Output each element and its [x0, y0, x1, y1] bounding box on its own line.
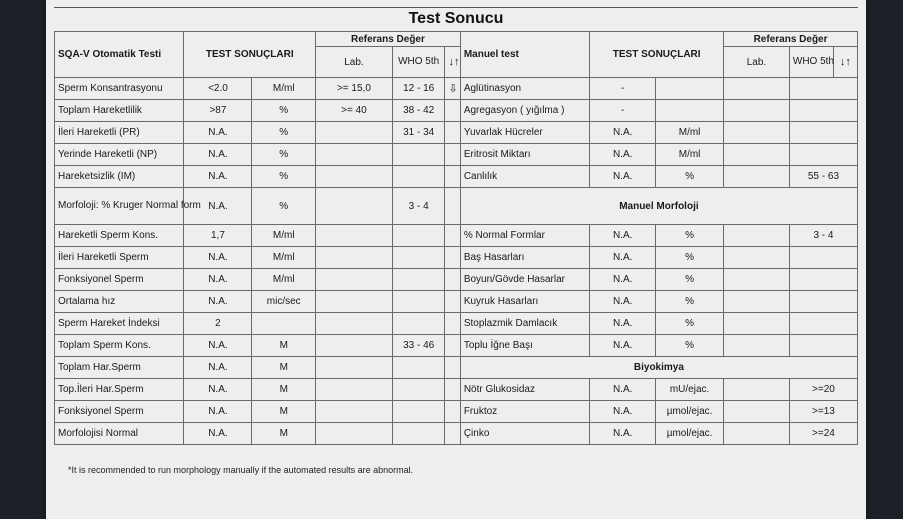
right-test-value: N.A. — [590, 225, 656, 247]
left-who-ref — [392, 144, 445, 166]
right-test-value: N.A. — [590, 269, 656, 291]
left-who-ref — [392, 313, 445, 335]
left-test-value: 1,7 — [184, 225, 252, 247]
header-left-lab: Lab. — [316, 47, 393, 78]
results-table — [54, 31, 858, 445]
header-left-test: SQA-V Otomatik Testi — [55, 32, 184, 78]
right-test-unit: µmol/ejac. — [656, 423, 724, 445]
left-who-ref: 38 - 42 — [392, 100, 445, 122]
right-lab-ref — [724, 144, 790, 166]
right-lab-ref — [724, 122, 790, 144]
left-lab-ref — [316, 225, 393, 247]
left-test-unit: M — [252, 423, 316, 445]
right-test-value: - — [590, 78, 656, 100]
left-flag-icon: ⇩ — [445, 78, 460, 100]
left-test-unit: M — [252, 357, 316, 379]
right-test-value: N.A. — [590, 247, 656, 269]
right-test-name: Aglütinasyon — [460, 78, 589, 100]
right-who-ref: >=20 — [789, 379, 857, 401]
left-who-ref: 3 - 4 — [392, 188, 445, 225]
left-test-value: N.A. — [184, 166, 252, 188]
left-test-value: <2.0 — [184, 78, 252, 100]
right-lab-ref — [724, 423, 790, 445]
right-who-ref: 55 - 63 — [789, 166, 857, 188]
right-test-name: Agregasyon ( yığılma ) — [460, 100, 589, 122]
left-test-name: Morfolojisi Normal — [55, 423, 184, 445]
right-test-value: N.A. — [590, 122, 656, 144]
right-test-value: N.A. — [590, 291, 656, 313]
left-test-unit: M — [252, 379, 316, 401]
right-lab-ref — [724, 100, 790, 122]
right-test-name: Nötr Glukosidaz — [460, 379, 589, 401]
left-test-unit: M — [252, 401, 316, 423]
report-title: Test Sonucu — [408, 10, 504, 27]
left-test-name: Hareketsizlik (IM) — [55, 166, 184, 188]
left-test-name: Toplam Har.Sperm — [55, 357, 184, 379]
right-lab-ref — [724, 291, 790, 313]
left-test-unit: M — [252, 335, 316, 357]
right-test-name: Canlılık — [460, 166, 589, 188]
left-who-ref: 12 - 16 — [392, 78, 445, 100]
right-lab-ref — [724, 78, 790, 100]
left-test-unit: % — [252, 188, 316, 225]
left-flag-icon — [445, 357, 460, 379]
left-lab-ref — [316, 357, 393, 379]
left-test-value: N.A. — [184, 122, 252, 144]
right-test-value: N.A. — [590, 423, 656, 445]
left-who-ref — [392, 247, 445, 269]
left-test-name: Toplam Hareketlilik — [55, 100, 184, 122]
right-lab-ref — [724, 379, 790, 401]
right-test-name: Stoplazmik Damlacık — [460, 313, 589, 335]
left-who-ref — [392, 357, 445, 379]
left-who-ref: 31 - 34 — [392, 122, 445, 144]
left-test-name: Morfoloji: % Kruger Normal form — [55, 188, 184, 225]
right-test-unit — [656, 78, 724, 100]
left-test-name: Fonksiyonel Sperm — [55, 269, 184, 291]
table-row — [55, 423, 858, 445]
left-test-unit: mic/sec — [252, 291, 316, 313]
right-who-ref — [789, 313, 857, 335]
left-test-name: İleri Hareketli (PR) — [55, 122, 184, 144]
right-lab-ref — [724, 225, 790, 247]
right-test-name: Toplu İğne Başı — [460, 335, 589, 357]
right-test-name: Çinko — [460, 423, 589, 445]
left-lab-ref — [316, 379, 393, 401]
header-right-test: Manuel test — [460, 32, 589, 78]
table-row — [55, 401, 858, 423]
right-test-unit: % — [656, 247, 724, 269]
left-who-ref — [392, 291, 445, 313]
left-lab-ref — [316, 269, 393, 291]
left-lab-ref — [316, 423, 393, 445]
right-lab-ref — [724, 166, 790, 188]
left-lab-ref: >= 40 — [316, 100, 393, 122]
header-right-lab: Lab. — [724, 47, 790, 78]
right-test-name: % Normal Formlar — [460, 225, 589, 247]
left-test-value: >87 — [184, 100, 252, 122]
right-test-value: N.A. — [590, 144, 656, 166]
left-lab-ref — [316, 291, 393, 313]
sort-arrows-icon: ↓↑ — [445, 47, 460, 78]
left-test-unit: % — [252, 122, 316, 144]
right-test-value: N.A. — [590, 401, 656, 423]
footnote: *It is recommended to run morphology manually if the automated results are abnormal. — [68, 465, 414, 475]
right-who-ref — [789, 78, 857, 100]
left-flag-icon — [445, 247, 460, 269]
right-test-name: Boyun/Gövde Hasarlar — [460, 269, 589, 291]
right-test-name: Yuvarlak Hücreler — [460, 122, 589, 144]
left-flag-icon — [445, 401, 460, 423]
left-test-unit: % — [252, 166, 316, 188]
right-test-value: N.A. — [590, 335, 656, 357]
left-test-name: Toplam Sperm Kons. — [55, 335, 184, 357]
table-row — [55, 166, 858, 188]
left-flag-icon — [445, 379, 460, 401]
right-test-unit: % — [656, 225, 724, 247]
table-row — [55, 379, 858, 401]
right-test-unit: % — [656, 166, 724, 188]
table-row — [55, 335, 858, 357]
left-test-name: Fonksiyonel Sperm — [55, 401, 184, 423]
left-test-name: Sperm Konsantrasyonu — [55, 78, 184, 100]
report-page — [46, 0, 866, 519]
left-who-ref — [392, 166, 445, 188]
left-flag-icon — [445, 100, 460, 122]
header-right-ref: Referans Değer — [724, 32, 858, 47]
right-who-ref — [789, 122, 857, 144]
left-test-value: N.A. — [184, 269, 252, 291]
right-lab-ref — [724, 313, 790, 335]
right-test-unit: M/ml — [656, 144, 724, 166]
left-flag-icon — [445, 335, 460, 357]
right-who-ref — [789, 269, 857, 291]
left-test-name: Top.İleri Har.Sperm — [55, 379, 184, 401]
header-right-who: WHO 5th — [789, 47, 833, 78]
left-flag-icon — [445, 188, 460, 225]
right-who-ref — [789, 144, 857, 166]
right-test-name: Eritrosit Miktarı — [460, 144, 589, 166]
table-row — [55, 188, 858, 225]
left-test-value: N.A. — [184, 188, 252, 225]
right-test-value: N.A. — [590, 379, 656, 401]
right-test-unit: % — [656, 269, 724, 291]
left-test-name: Ortalama hız — [55, 291, 184, 313]
left-test-value: N.A. — [184, 379, 252, 401]
section-heading: Manuel Morfoloji — [460, 188, 857, 225]
left-lab-ref — [316, 313, 393, 335]
right-test-value: N.A. — [590, 166, 656, 188]
right-who-ref — [789, 100, 857, 122]
left-lab-ref — [316, 188, 393, 225]
left-flag-icon — [445, 225, 460, 247]
left-test-value: N.A. — [184, 401, 252, 423]
left-who-ref — [392, 225, 445, 247]
left-lab-ref — [316, 401, 393, 423]
left-test-value: N.A. — [184, 144, 252, 166]
left-test-value: N.A. — [184, 291, 252, 313]
left-who-ref — [392, 423, 445, 445]
right-who-ref: 3 - 4 — [789, 225, 857, 247]
header-left-results: TEST SONUÇLARI — [184, 32, 316, 78]
header-right-results: TEST SONUÇLARI — [590, 32, 724, 78]
table-row — [55, 291, 858, 313]
table-row — [55, 357, 858, 379]
right-lab-ref — [724, 247, 790, 269]
left-test-name: Yerinde Hareketli (NP) — [55, 144, 184, 166]
right-lab-ref — [724, 269, 790, 291]
left-test-unit — [252, 313, 316, 335]
left-test-name: İleri Hareketli Sperm — [55, 247, 184, 269]
left-test-unit: M/ml — [252, 269, 316, 291]
left-flag-icon — [445, 313, 460, 335]
left-lab-ref — [316, 122, 393, 144]
right-test-name: Kuyruk Hasarları — [460, 291, 589, 313]
header-row-1 — [55, 32, 858, 47]
left-test-value: N.A. — [184, 335, 252, 357]
right-test-unit: % — [656, 313, 724, 335]
header-left-who: WHO 5th — [392, 47, 445, 78]
header-strip — [54, 0, 858, 8]
right-test-value: - — [590, 100, 656, 122]
table-row — [55, 225, 858, 247]
left-flag-icon — [445, 122, 460, 144]
table-row — [55, 269, 858, 291]
table-row — [55, 122, 858, 144]
left-test-unit: M/ml — [252, 247, 316, 269]
left-test-unit: % — [252, 144, 316, 166]
left-who-ref — [392, 379, 445, 401]
left-test-name: Sperm Hareket İndeksi — [55, 313, 184, 335]
table-row — [55, 247, 858, 269]
left-who-ref: 33 - 46 — [392, 335, 445, 357]
right-who-ref — [789, 335, 857, 357]
right-test-name: Baş Hasarları — [460, 247, 589, 269]
left-who-ref — [392, 269, 445, 291]
right-who-ref — [789, 291, 857, 313]
left-flag-icon — [445, 291, 460, 313]
sort-arrows-icon: ↓↑ — [833, 47, 857, 78]
header-left-ref: Referans Değer — [316, 32, 461, 47]
right-test-unit: % — [656, 291, 724, 313]
left-test-value: N.A. — [184, 357, 252, 379]
right-test-value: N.A. — [590, 313, 656, 335]
left-test-unit: % — [252, 100, 316, 122]
right-lab-ref — [724, 401, 790, 423]
left-test-unit: M/ml — [252, 78, 316, 100]
left-test-value: N.A. — [184, 423, 252, 445]
left-test-name: Hareketli Sperm Kons. — [55, 225, 184, 247]
left-who-ref — [392, 401, 445, 423]
left-flag-icon — [445, 269, 460, 291]
left-flag-icon — [445, 144, 460, 166]
table-row — [55, 100, 858, 122]
table-row — [55, 144, 858, 166]
left-test-value: 2 — [184, 313, 252, 335]
left-lab-ref — [316, 247, 393, 269]
left-lab-ref: >= 15,0 — [316, 78, 393, 100]
table-row — [55, 313, 858, 335]
left-lab-ref — [316, 144, 393, 166]
left-lab-ref — [316, 166, 393, 188]
right-who-ref — [789, 247, 857, 269]
right-test-unit: M/ml — [656, 122, 724, 144]
section-heading: Biyokimya — [460, 357, 857, 379]
left-lab-ref — [316, 335, 393, 357]
left-flag-icon — [445, 423, 460, 445]
right-test-unit — [656, 100, 724, 122]
table-row — [55, 78, 858, 100]
left-test-unit: M/ml — [252, 225, 316, 247]
right-test-unit: % — [656, 335, 724, 357]
right-test-unit: mU/ejac. — [656, 379, 724, 401]
right-test-name: Fruktoz — [460, 401, 589, 423]
right-lab-ref — [724, 335, 790, 357]
right-who-ref: >=13 — [789, 401, 857, 423]
left-test-value: N.A. — [184, 247, 252, 269]
left-flag-icon — [445, 166, 460, 188]
right-who-ref: >=24 — [789, 423, 857, 445]
right-test-unit: µmol/ejac. — [656, 401, 724, 423]
